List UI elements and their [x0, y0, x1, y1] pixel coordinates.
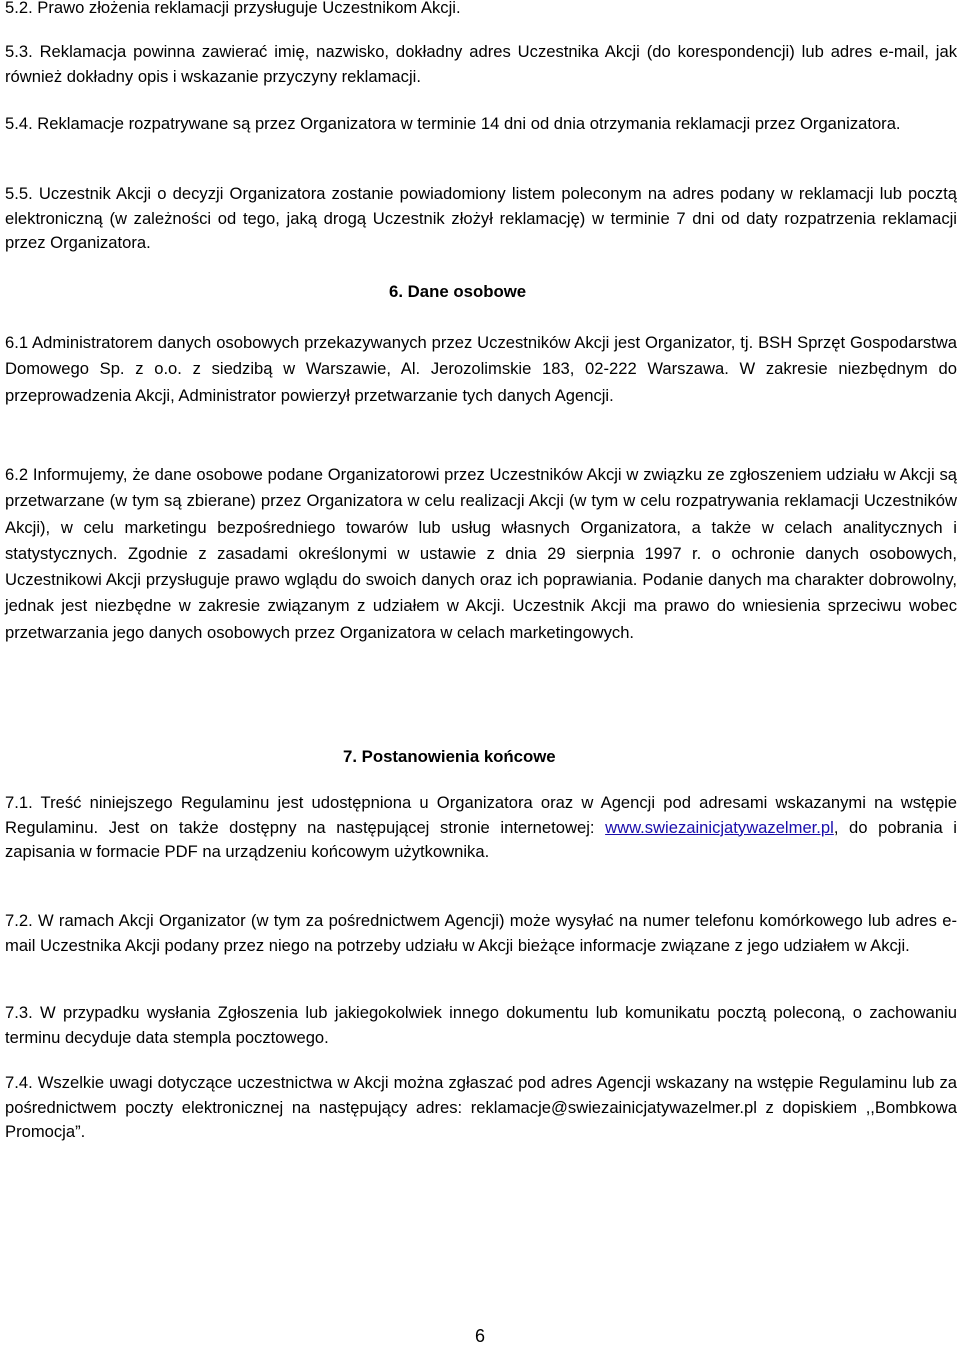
paragraph-7-1	[5, 791, 957, 865]
page-number: 6	[474, 1326, 485, 1346]
paragraph-7-4: 7.4. Wszelkie uwagi dotyczące uczestnictwa w Akcji można zgłaszać pod adres Agencji wskazany na wstępie Regulaminu lub za pośrednictwem poczty elektronicznej na następujący adres: reklamacje@swiezainicjatywazelmer.pl z dopiskiem ,,Bombkowa Promocja”.	[5, 1073, 957, 1141]
section-heading-6: 6. Dane osobowe	[389, 282, 527, 301]
paragraph-7-1-text-end: , do pobrania i zapisania w formacie PDF na urządzeniu końcowym użytkownika.	[5, 817, 957, 861]
paragraph-7-2: 7.2. W ramach Akcji Organizator (w tym za pośrednictwem Agencji) może wysyłać na numer telefonu komórkowego lub adres e-mail Uczestnika Akcji podany przez niego na potrzeby udziału w Akcji bieżące informacje związane z jego udziałem w Akcji.	[5, 911, 957, 955]
paragraph-5-4: 5.4. Reklamacje rozpatrywane są przez Organizatora w terminie 14 dni od dnia otrzymania reklamacji przez Organizatora.	[5, 114, 901, 133]
section-heading-7: 7. Postanowienia końcowe	[343, 747, 556, 766]
paragraph-6-1: 6.1 Administratorem danych osobowych przekazywanych przez Uczestników Akcji jest Organizator, tj. BSH Sprzęt Gospodarstwa Domowego Sp. z o.o. z siedzibą w Warszawie, Al. Jerozolimskie 183, 02-222 Warszawa. W zakresie niezbędnym do przeprowadzenia Akcji, Administrator powierzył przetwarzanie tych danych Agencji.	[5, 333, 957, 405]
paragraph-6-2: 6.2 Informujemy, że dane osobowe podane Organizatorowi przez Uczestników Akcji w związku ze zgłoszeniem udziału w Akcji są przetwarzane (w tym są zbierane) przez Organizatora w celu realizacji Akcji (w tym w celu rozpatrywania reklamacji Uczestników Akcji), w celu marketingu bezpośredniego towarów lub usług własnych Organizatora, a także w celach analitycznych i statystycznych. Zgodnie z zasadami określonymi w ustawie z dnia 29 sierpnia 1997 r. o ochronie danych osobowych, Uczestnikowi Akcji przysługuje prawo wglądu do swoich danych oraz ich poprawiania. Podanie danych ma charakter dobrowolny, jednak jest niezbędne w zakresie związanym z udziałem w Akcji. Uczestnik Akcji ma prawo do wniesienia sprzeciwu wobec przetwarzania jego danych osobowych przez Organizatora w celach marketingowych.	[5, 465, 957, 642]
paragraph-5-2: 5.2. Prawo złożenia reklamacji przysługuje Uczestnikom Akcji.	[5, 0, 461, 17]
paragraph-5-5: 5.5. Uczestnik Akcji o decyzji Organizatora zostanie powiadomiony listem poleconym na adres podany w reklamacji lub pocztą elektroniczną (w zależności od tego, jaką drogą Uczestnik złożył reklamację) w terminie 7 dni od daty rozpatrzenia reklamacji przez Organizatora.	[5, 184, 957, 252]
paragraph-5-3: 5.3. Reklamacja powinna zawierać imię, nazwisko, dokładny adres Uczestnika Akcji (do korespondencji) lub adres e-mail, jak również dokładny opis i wskazanie przyczyny reklamacji.	[5, 42, 957, 86]
website-link[interactable]: www.swiezainicjatywazelmer.pl	[605, 817, 834, 837]
paragraph-7-1-text-start: 7.1. Treść niniejszego Regulaminu jest udostępniona u Organizatora oraz w Agencji pod adresami wskazanymi na wstępie Regulaminu. Jest on także dostępny na następującej stronie internetowej:	[5, 793, 957, 837]
paragraph-7-3: 7.3. W przypadku wysłania Zgłoszenia lub jakiegokolwiek innego dokumentu lub komunikatu pocztą poleconą, o zachowaniu terminu decyduje data stempla pocztowego.	[5, 1003, 957, 1047]
